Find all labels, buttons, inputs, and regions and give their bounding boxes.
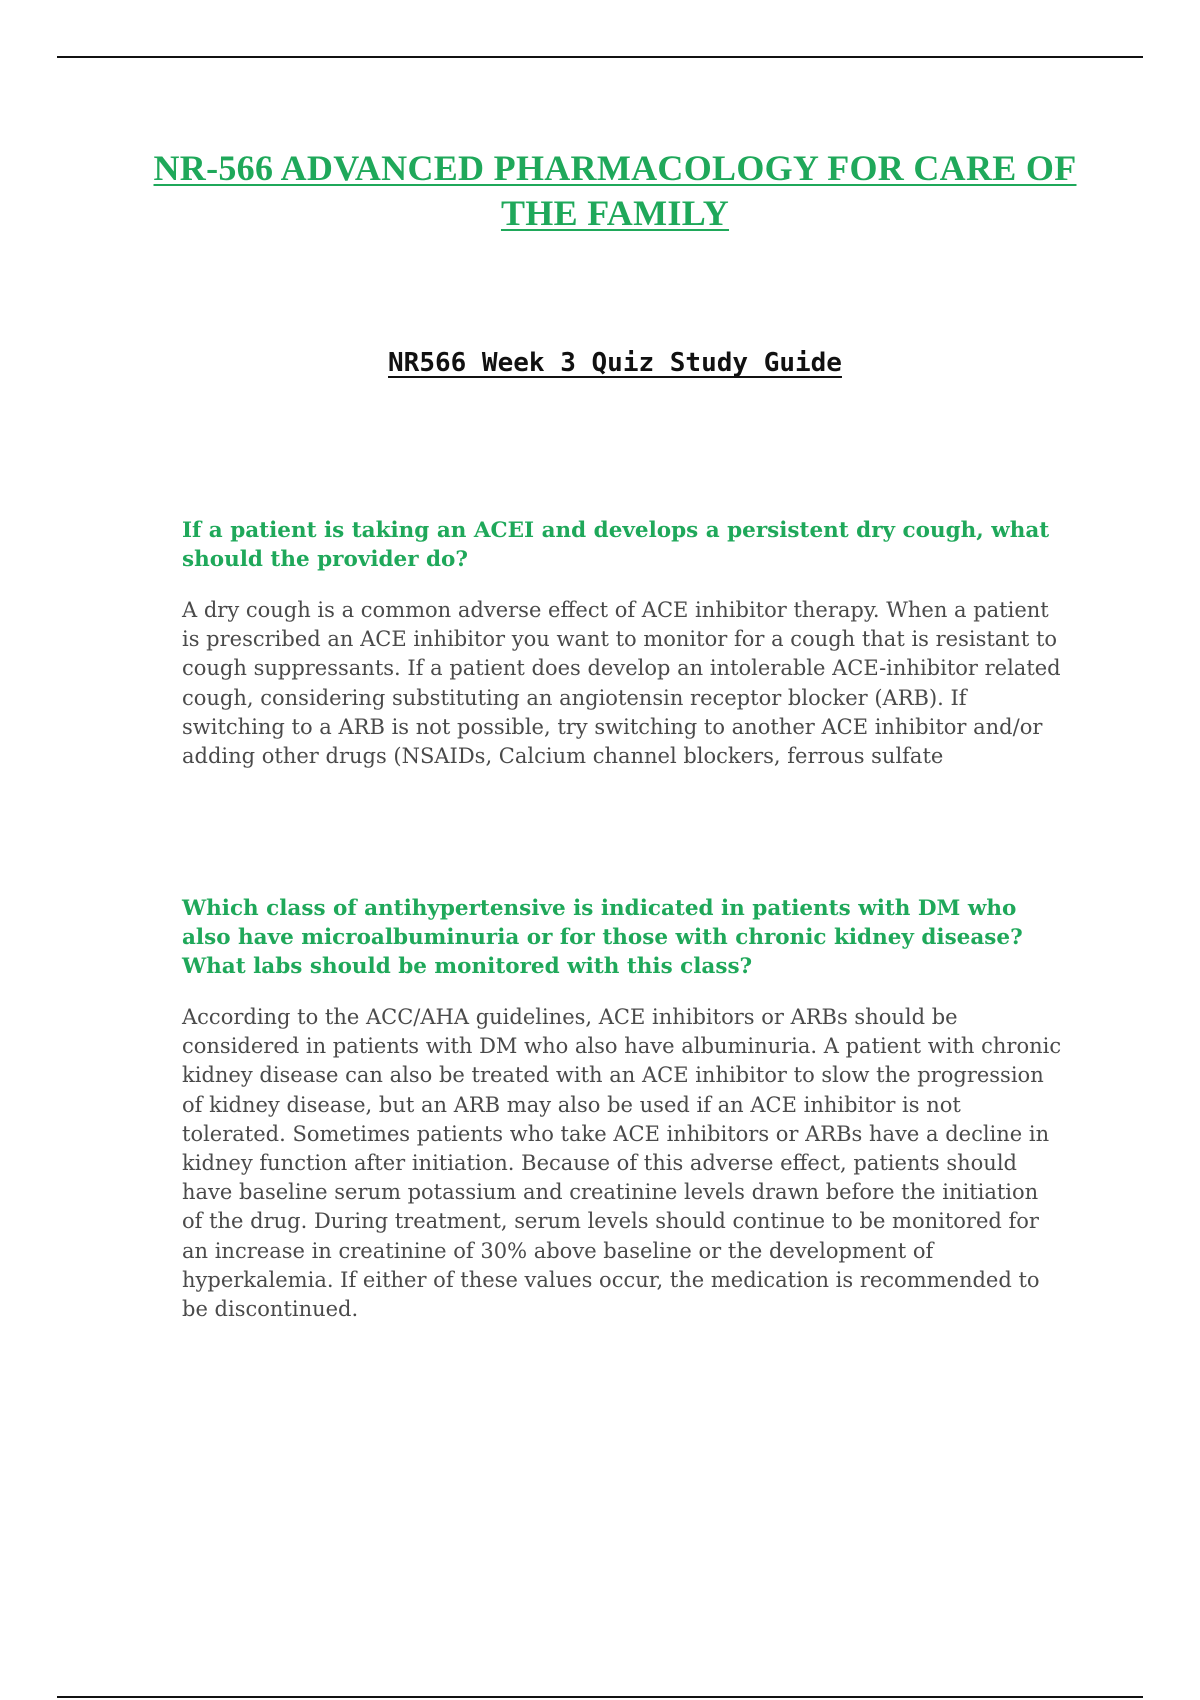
bottom-rule (57, 1696, 1143, 1698)
answer-2: According to the ACC/AHA guidelines, ACE inhibitors or ARBs should be considered in patients with DM who also have albuminuria. A patient with chronic kidney disease can also be treated with an ACE inhibitor to slow the progression of kidney disease, but an ARB may also be used if an ACE inhibitor is not tolerated. Sometimes patients who take ACE inhibitors or ARBs have a decline in kidney function after initiation. Because of this adverse effect, patients should have baseline serum potassium and creatinine levels drawn before the initiation of the drug. During treatment, serum levels should continue to be monitored for an increase in creatinine of 30% above baseline or the development of hyperkalemia. If either of these values occur, the medication is recommended to be discontinued. (182, 1005, 1062, 1322)
document-title: NR-566 ADVANCED PHARMACOLOGY FOR CARE OF THE FAMILY (153, 148, 1077, 233)
question-1: If a patient is taking an ACEI and develops a persistent dry cough, what should the provider do? (182, 518, 1050, 572)
qa-section-1 (182, 516, 1062, 771)
question-2: Which class of antihypertensive is indicated in patients with DM who also have microalbuminuria or for those with chronic kidney disease? What labs should be monitored with this class? (182, 896, 1023, 979)
qa-section-2 (182, 894, 1062, 1324)
answer-1: A dry cough is a common adverse effect of ACE inhibitor therapy. When a patient is prescribed an ACE inhibitor you want to monitor for a cough that is resistant to cough suppressants. If a patient does develop an intolerable ACE-inhibitor related cough, considering substituting an angiotensin receptor blocker (ARB). If switching to a ARB is not possible, try switching to another ACE inhibitor and/or adding other drugs (NSAIDs, Calcium channel blockers, ferrous sulfate (182, 598, 1061, 769)
top-rule (57, 56, 1143, 58)
document-subtitle: NR566 Week 3 Quiz Study Guide (388, 348, 842, 378)
